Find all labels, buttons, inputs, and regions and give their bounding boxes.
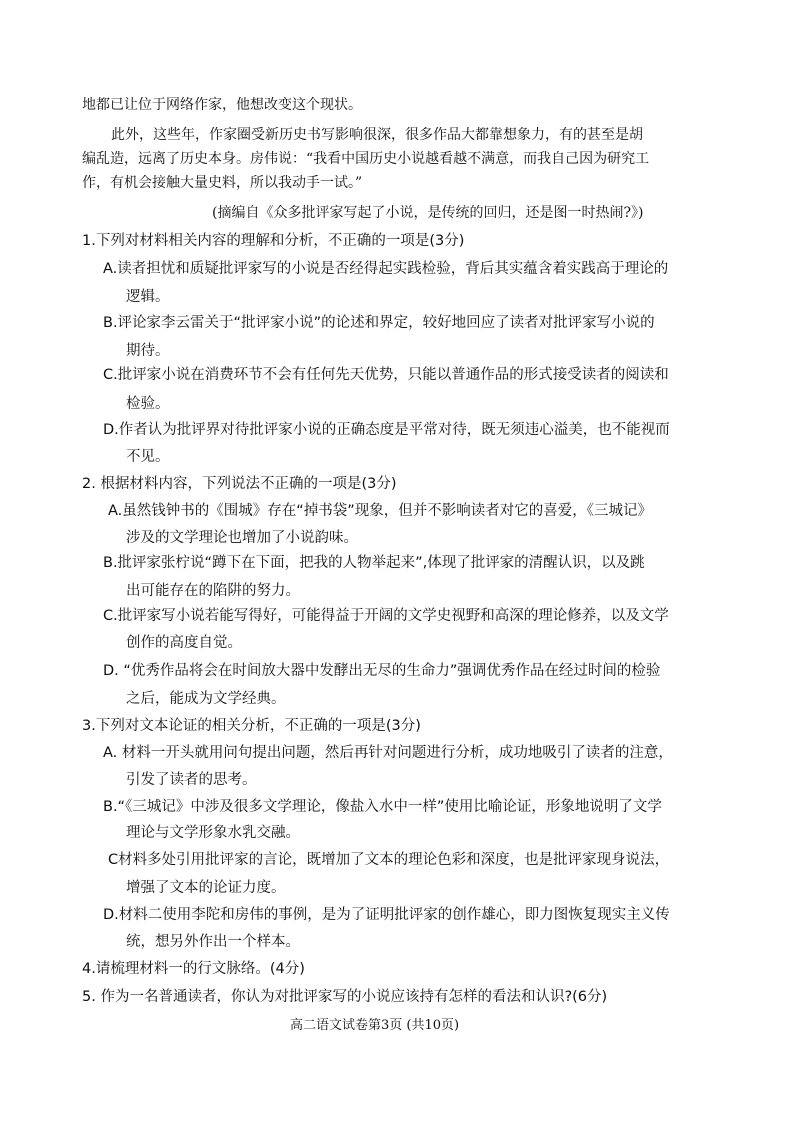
question-1-option-a-cont: 逻辑。 xyxy=(126,289,170,305)
question-2-option-d: D. “优秀作品将会在时间放大器中发酵出无尽的生命力”强调优秀作品在经过时间的检验 xyxy=(103,663,661,679)
passage-line: 地都已让位于网络作家，他想改变这个现状。 xyxy=(82,97,362,113)
question-1-option-d: D.作者认为批评界对待批评家小说的正确态度是平常对待，既无须违心溢美，也不能视而 xyxy=(103,422,670,438)
question-3-option-a: A. 材料一开头就用问句提出问题，然后再针对问题进行分析，成功地吸引了读者的注意， xyxy=(103,745,673,761)
question-2-option-b-cont: 出可能存在的陷阱的努力。 xyxy=(126,583,300,599)
question-1-option-c: C.批评家小说在消费环节不会有任何先天优势，只能以普通作品的形式接受读者的阅读和 xyxy=(103,367,669,383)
question-3-option-d: D.材料二使用李陀和房伟的事例，是为了证明批评家的创作雄心，即力图恢复现实主义传 xyxy=(103,907,670,923)
question-3-option-d-cont: 统，想另外作出一个样本。 xyxy=(126,934,300,950)
passage-line: 作，有机会接触大量史料，所以我动手一试。” xyxy=(82,175,363,191)
question-1-option-d-cont: 不见。 xyxy=(126,449,170,465)
question-3-stem: 3.下列对文本论证的相关分析，不正确的一项是(3分) xyxy=(82,718,421,734)
question-1-option-a: A.读者担忧和质疑批评家写的小说是否经得起实践检验，背后其实蕴含着实践高于理论的 xyxy=(103,261,669,277)
question-2-stem: 2. 根据材料内容，下列说法不正确的一项是(3分) xyxy=(82,476,397,492)
question-2-option-b: B.批评家张柠说“蹲下在下面，把我的人物举起来”,体现了批评家的清醒认识，以及跳 xyxy=(103,555,645,571)
question-1-option-c-cont: 检验。 xyxy=(126,396,170,412)
question-2-option-a-cont: 涉及的文学理论也增加了小说韵味。 xyxy=(126,530,358,546)
page-footer: 高二语文试卷第3页 (共10页) xyxy=(290,1018,460,1033)
question-3-option-c-cont: 增强了文本的论证力度。 xyxy=(126,880,286,896)
question-3-option-b-cont: 理论与文学形象水乳交融。 xyxy=(126,825,300,841)
passage-source: (摘编自《众多批评家写起了小说，是传统的回归，还是图一时热闹?》) xyxy=(212,205,644,221)
question-2-option-c: C.批评家写小说若能写得好，可能得益于开阔的文学史视野和高深的理论修养，以及文学 xyxy=(103,608,669,624)
question-3-option-b: B.“《三城记》中涉及很多文学理论，像盐入水中一样”使用比喻论证，形象地说明了文学 xyxy=(103,799,662,815)
question-1-stem: 1.下列对材料相关内容的理解和分析，不正确的一项是(3分) xyxy=(82,233,465,249)
question-1-option-b-cont: 期待。 xyxy=(126,343,170,359)
passage-line: 编乱造，远离了历史本身。房伟说：“我看中国历史小说越看越不满意，而我自己因为研究工 xyxy=(82,151,650,167)
question-2-option-d-cont: 之后，能成为文学经典。 xyxy=(126,691,286,707)
question-3-option-c: C材料多处引用批评家的言论，既增加了文本的理论色彩和深度，也是批评家现身说法， xyxy=(108,852,670,868)
question-1-option-b: B.评论家李云雷关于“批评家小说”的论述和界定，较好地回应了读者对批评家写小说的 xyxy=(103,315,655,331)
question-2-option-c-cont: 创作的高度自觉。 xyxy=(126,635,242,651)
passage-line: 此外，这些年，作家圈受新历史书写影响很深，很多作品大都靠想象力，有的甚至是胡 xyxy=(111,127,643,143)
question-5-stem: 5. 作为一名普通读者，你认为对批评家写的小说应该持有怎样的看法和认识?(6分) xyxy=(82,989,608,1005)
question-3-option-a-cont: 引发了读者的思考。 xyxy=(126,772,257,788)
question-2-option-a: A.虽然钱钟书的《围城》存在“掉书袋”现象，但并不影响读者对它的喜爱，《三城记》 xyxy=(108,503,653,519)
question-4-stem: 4.请梳理材料一的行文脉络。(4分) xyxy=(82,961,305,977)
